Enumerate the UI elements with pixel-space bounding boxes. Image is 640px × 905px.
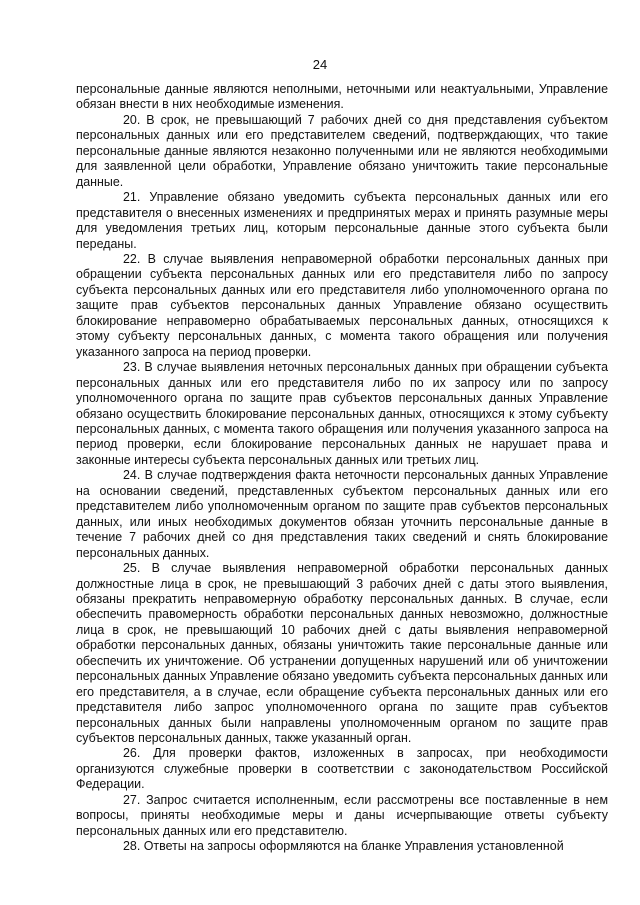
paragraph-25: 25. В случае выявления неправомерной обработки персональных данных должностные лица в срок, не превышающий 3 рабочих дней с даты этого выявления, обязаны прекратить неправомерную обработку персональных данных. В случае, если обеспечить правомерность обработки персональных данных невозможно, должностные лица в срок, не превышающий 10 рабочих дней с даты выявления неправомерной обработки персональных данных, обязаны уничтожить такие персональные данные или обеспечить их уничтожение. Об устранении допущенных нарушений или об уничтожении персональных данных Управление обязано уведомить субъекта персональных данных или его представителя, а в случае, если обращение субъекта персональных данных или его представителя либо запрос уполномоченного органа по защите прав субъектов персональных данных были направлены уполномоченным органом по защите прав субъектов персональных данных, также указанный орган. [76,561,608,746]
paragraph-24: 24. В случае подтверждения факта неточности персональных данных Управление на основании сведений, представленных субъектом персональных данных или его представителем либо уполномоченным органом по защите прав субъектов персональных данных, или иных необходимых документов обязан уточнить персональные данные в течение 7 рабочих дней со дня представления таких сведений и снять блокирование персональных данных. [76,468,608,560]
paragraph-23: 23. В случае выявления неточных персональных данных при обращении субъекта персональных данных или его представителя либо по их запросу или по запросу уполномоченного органа по защите прав субъектов персональных данных Управление обязано осуществить блокирование персональных данных, относящихся к этому субъекту персональных данных, с момента такого обращения или получения указанного запроса на период проверки, если блокирование персональных данных не нарушает права и законные интересы субъекта персональных данных или третьих лиц. [76,360,608,467]
page-number: 24 [312,57,328,72]
paragraph-21: 21. Управление обязано уведомить субъекта персональных данных или его представителя о внесенных изменениях и предпринятых мерах и принять разумные меры для уведомления третьих лиц, которым персональные данные этого субъекта были переданы. [76,190,608,251]
paragraph-28: 28. Ответы на запросы оформляются на бланке Управления установленной [123,839,564,854]
paragraph-continuation: персональные данные являются неполными, неточными или неактуальными, Управление обязан внести в них необходимые изменения. [76,82,608,112]
document-body [76,82,608,855]
paragraph-27: 27. Запрос считается исполненным, если рассмотрены все поставленные в нем вопросы, приняты необходимые меры и даны исчерпывающие ответы субъекту персональных данных или его представителю. [76,792,608,838]
paragraph-22: 22. В случае выявления неправомерной обработки персональных данных при обращении субъекта персональных данных или его представителя либо по запросу субъекта персональных данных или его представителя либо уполномоченного органа по защите прав субъектов персональных данных Управление обязано осуществить блокирование неправомерно обрабатываемых персональных данных, относящихся к этому субъекту персональных данных, с момента такого обращения или получения указанного запроса на период проверки. [76,251,608,359]
paragraph-20: 20. В срок, не превышающий 7 рабочих дней со дня представления субъектом персональных данных или его представителем сведений, подтверждающих, что такие персональные данные являются незаконно полученными или не являются необходимыми для заявленной цели обработки, Управление обязано уничтожить такие персональные данные. [76,112,608,189]
paragraph-26: 26. Для проверки фактов, изложенных в запросах, при необходимости организуются служебные проверки в соответствии с законодательством Российской Федерации. [76,746,608,792]
